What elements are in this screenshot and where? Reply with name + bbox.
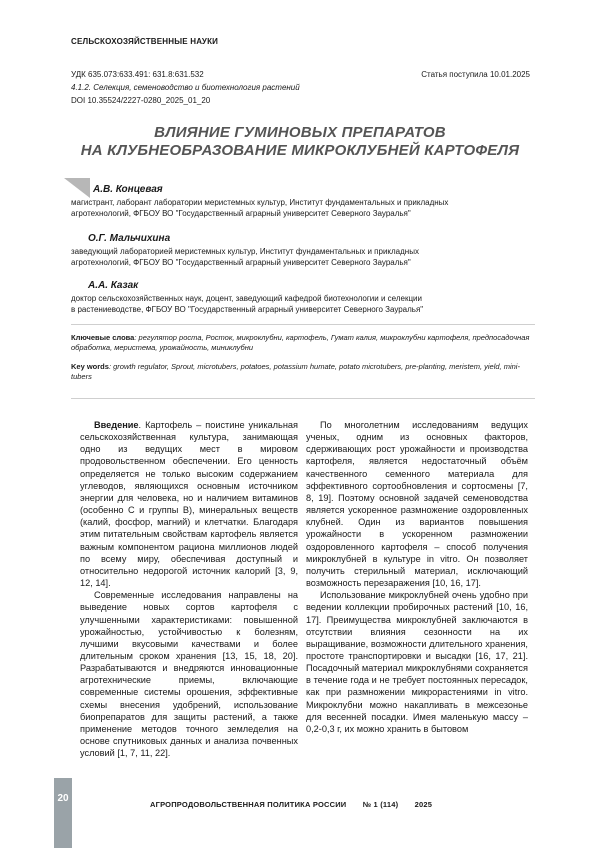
udk-code: УДК 635.073:633.491: 631.8:631.532 xyxy=(71,70,204,79)
keywords-en xyxy=(71,362,535,381)
page-number: 20 xyxy=(57,793,69,804)
paragraph: По многолетним исследованиям ведущих ученых, одним из основных факторов, сдерживающих рост урожайности и производства картофеля, является недостаточный объём качественного семенного материала для эффективного сортообновления и сортосмены [7, 8, 19]. Поэтому основной задачей семеноводства является ускоренное размножение оздоровленных клубней. Один из вариантов повышения урожайности в ускоренном размножении оздоровленного картофеля – способ получения микроклубней в культуре in vitro. Он позволяет получить стерильный материал, исключающий возможность перезаражения [10, 16, 17]. xyxy=(306,420,528,589)
article-title-line-1: ВЛИЯНИЕ ГУМИНОВЫХ ПРЕПАРАТОВ xyxy=(154,124,446,141)
author-affiliation-2b: агротехнологий, ФГБОУ ВО "Государственный аграрный университет Северного Зауралья" xyxy=(71,258,411,267)
author-affiliation-3a: доктор сельскохозяйственных наук, доцент, заведующий кафедрой биотехнологии и селекции xyxy=(71,294,422,303)
author-name-2: О.Г. Мальчихина xyxy=(88,233,171,244)
author-name-3: А.А. Казак xyxy=(88,280,139,291)
section-label: СЕЛЬСКОХОЗЯЙСТВЕННЫЕ НАУКИ xyxy=(71,37,219,46)
intro-text: . Картофель – поистине уникальная сельскохозяйственная культура, занимающая одно из ведущих мест в мировом продовольственном обеспечении. Его ценность определяется не только высоким содержанием углеводов, являющихся основным источником энергии для человека, но и наличием витаминов (особенно С и группы В), минеральных веществ (калий, фосфор, магний) и клетчатки. Благодаря этим питательным свойствам картофель является важным компонентом рациона миллионов людей по всему миру, обеспечивая доступный и относительно недорогой источник калорий [3, 9, 12, 14]. xyxy=(80,420,298,589)
divider xyxy=(71,398,535,399)
keywords-ru-text: : регулятор роста, Росток, микроклубни, картофель, Гумат калия, микроклубни картофеля, предпосадочная обработка, меристема, урожайность, миниклубни xyxy=(71,333,530,352)
journal-year: 2025 xyxy=(414,800,433,809)
article-title-line-2: НА КЛУБНЕОБРАЗОВАНИЕ МИКРОКЛУБНЕЙ КАРТОФЕЛЯ xyxy=(80,142,520,159)
keywords-ru xyxy=(71,333,535,352)
specialty-code: 4.1.2. Селекция, семеноводство и биотехнология растений xyxy=(71,83,300,92)
journal-name: АГРОПРОДОВОЛЬСТВЕННАЯ ПОЛИТИКА РОССИИ xyxy=(150,800,347,809)
page-number-tab xyxy=(54,778,72,848)
paragraph: Современные исследования направлены на выведение новых сортов картофеля с улучшенными характеристиками: повышенной урожайностью, устойчивостью к болезням, лучшими вкусовыми качествами и более длительным сроком хранения [13, 15, 18, 20]. Разрабатываются и внедряются инновационные агротехнические приемы, включающие современные системы орошения, эффективные схемы внесения удобрений, использование биопрепаратов для защиты растений, а также применение методов точного земледелия на основе спутниковых данных и анализа почвенных условий [1, 7, 11, 22]. xyxy=(80,590,298,759)
paragraph: Использование микроклубней очень удобно при ведении коллекции пробирочных растений [10, 16, 17]. Преимущества микроклубней заключаются в отсутствии влияния сезонности на их выращивание, возможности длительного хранения, простоте транспортировки и высадки [16, 17, 21]. Посадочный материал микроклубнями сохраняется в течение года и не требует постоянных пересадок, как при размножении микрорастениями in vitro. Микроклубни можно накапливать в межсезонье для весенней посадки. Имея маленькую массу – 0,2-0,3 г, их можно хранить в бытовом xyxy=(306,590,528,734)
body-column-left xyxy=(80,419,298,759)
keywords-en-text: : growth regulator, Sprout, microtubers, potatoes, potassium humate, potato microtubers, pre-planting, meristem, yield, mini-tubers xyxy=(71,362,520,381)
author-marker xyxy=(64,178,90,198)
keywords-en-label: Key words xyxy=(71,362,109,371)
journal-issue: № 1 (114) xyxy=(362,800,399,809)
divider xyxy=(71,324,535,325)
author-affiliation-1b: агротехнологий, ФГБОУ ВО "Государственный аграрный университет Северного Зауралья" xyxy=(71,209,411,218)
keywords-ru-label: Ключевые слова xyxy=(71,333,135,342)
author-affiliation-3b: в растениеводстве, ФГБОУ ВО "Государственный аграрный университет Северного Зауралья" xyxy=(71,305,424,314)
author-affiliation-1a: магистрант, лаборант лаборатории меристемных культур, Институт фундаментальных и прикладных xyxy=(71,198,449,207)
doi: DOI 10.35524/2227-0280_2025_01_20 xyxy=(71,96,211,105)
author-affiliation-2a: заведующий лабораторией меристемных культур, Институт фундаментальных и прикладных xyxy=(71,247,419,256)
intro-paragraph xyxy=(80,419,298,589)
journal-footer xyxy=(150,800,446,809)
received-date: Статья поступила 10.01.2025 xyxy=(421,70,530,79)
intro-lead: Введение xyxy=(94,420,139,430)
author-name-1: А.В. Концевая xyxy=(93,184,163,195)
body-column-right xyxy=(306,419,528,735)
